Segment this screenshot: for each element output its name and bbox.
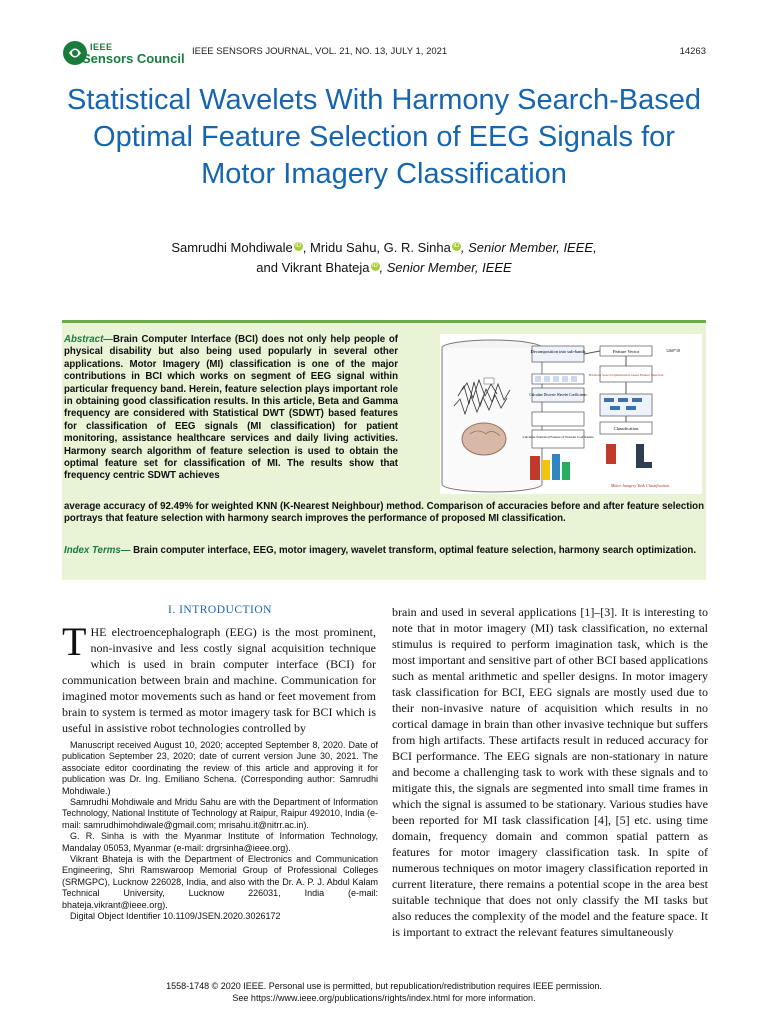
- orcid-icon[interactable]: iD: [453, 242, 460, 249]
- copyright-line-2[interactable]: See https://www.ieee.org/publications/rights/index.html for more information.: [232, 993, 536, 1003]
- orcid-icon[interactable]: iD: [372, 262, 378, 269]
- paper-title: Statistical Wavelets With Harmony Search-Based Optimal Feature Selection of EEG Signals for Motor Imagery Classification: [67, 84, 701, 190]
- footnote-doi: Digital Object Identifier 10.1109/JSEN.2020.3026172: [70, 911, 281, 922]
- footnote-affiliation-1: Samrudhi Mohdiwale and Mridu Sahu are with the Department of Information Technology, National Institute of Technology at Raipur, Raipur 492010, India (e-mail: samrudhimohdiwale@gmail.com; mrisahu.it@nitrr.ac.in).: [62, 797, 378, 830]
- author-list: [60, 238, 708, 278]
- hand-icon: [606, 444, 616, 464]
- body-column-1-text: HE electroencephalograph (EEG) is the most prominent, non-invasive and less costly signal acquisition technique which is used in brain computer interface (BCI) for communication between brain and machine. Communication for imagined motor movements such as hand or feet movement from brain to system is termed as motor imagery task for BCI which is useful in assistive robot technologies controlled by: [62, 625, 376, 735]
- page-number: 14263: [679, 46, 706, 57]
- abstract-lead: Abstract—: [64, 334, 113, 345]
- footnote-manuscript: Manuscript received August 10, 2020; accepted September 8, 2020. Date of publication September 23, 2020; date of current version June 30, 2021. The associate editor coordinating the review of this article and approving it for publication was Dr. Ing. Emiliano Schena. (Corresponding author: Samrudhi Mohdiwale.): [62, 740, 378, 796]
- footnotes: [62, 740, 378, 923]
- author-4: and Vikrant Bhateja: [256, 260, 370, 275]
- author-4-membership: , Senior Member, IEEE: [379, 260, 512, 275]
- body-column-2: brain and used in several applications [1]–[3]. It is interesting to note that in motor imagery (MI) task classification, no external stimulus is required to perform imagination task, which is the most important and sensitive part of other BCI based applications such as mental arithmetic and speller designs. In motor imagery task classification for BCI, EEG signals are mostly used due to their non-invasive nature of acquisition which results in no cortical damage in brain than other invasive technique but suffers from high artifacts. These artifacts result in reduced accuracy for BCI performance. The EEG signals are non-stationary in nature and become a challenging task to work with these signals and to mitigate this, the signals are segmented into small time frames in which the signal is assumed to be stationary. Various studies have been reported for MI task classification [4], [5] etc. using time domain, frequency domain and common spatial pattern as features for motor imagery classification task. In spite of numerous techniques on motor imagery classification reported in current literature, there remains a potential scope in the area best suitable technique that does not only classify the MI tasks but also reduces the complexity of the model and the feature space. It is important to extract the relevant features simultaneously: [392, 605, 708, 939]
- index-terms-text: Brain computer interface, EEG, motor imagery, wavelet transform, optimal feature selection, harmony search optimization.: [130, 545, 697, 556]
- author-3-membership: , Senior Member, IEEE,: [460, 240, 597, 255]
- author-2-3: , Mridu Sahu, G. R. Sinha: [302, 240, 451, 255]
- author-1: Samrudhi Mohdiwale: [171, 240, 293, 255]
- index-terms-lead: Index Terms—: [64, 545, 131, 556]
- section-heading: I. INTRODUCTION: [168, 604, 272, 616]
- brain-icon: [462, 423, 506, 455]
- fig-box-statistical: Calculate Statistical Feature of Wavelet Coefficients: [522, 435, 594, 439]
- orcid-icon[interactable]: iD: [295, 242, 302, 249]
- abstract-continued: average accuracy of 92.49% for weighted KNN (K-Nearest Neighbour) method. Comparison of accuracies before and after feature selection portrays that feature selection with harmony search improves the performance of proposed MI classification.: [64, 501, 704, 525]
- abstract-part1: Brain Computer Interface (BCI) does not only help people of physical disability but also being used popularly in several other applications. Motor Imagery (MI) classification is one of the major contributions in BCI which works on segment of EEG signal within particular frequency band. Herein, feature selection plays important role in obtaining good classification results. In this article, Beta and Gamma frequency are considered with Statistical DWT (SDWT) based features for classification of EEG signals (MI classification) for patient monitoring, assistance healthcare services and daily living activities. Harmony search algorithm of feature selection is used to obtain the optimal feature set for classification of MI. The results show that frequency centric SDWT achieves: [64, 334, 398, 482]
- copyright-line-1: 1558-1748 © 2020 IEEE. Personal use is permitted, but republication/redistribution requires IEEE permission.: [166, 981, 602, 991]
- footnote-affiliation-3: Vikrant Bhateja is with the Department of Electronics and Communication Engineering, Shri Ramswaroop Memorial Group of Professional Colleges (SRMGPC), Lucknow 226028, India, and also with the Dr. A. P. J. Abdul Kalam Technical University, Lucknow 226031, India (e-mail: bhateja.vikrant@ieee.org).: [62, 854, 378, 910]
- logo-ieee-text: IEEE: [90, 42, 113, 52]
- fig-caption: Motor Imagery Task Classification: [610, 483, 670, 488]
- fig-box-dwt: Calculate Discrete Wavelet Coefficients: [529, 393, 587, 397]
- fig-box-classification: Classification: [613, 426, 639, 431]
- journal-header: IEEE SENSORS JOURNAL, VOL. 21, NO. 13, JULY 1, 2021: [192, 46, 448, 57]
- fig-box-decomposition: Decomposition into sub-bands: [530, 349, 586, 354]
- drop-cap: T: [62, 619, 87, 664]
- footnote-affiliation-2: G. R. Sinha is with the Myanmar Institute of Information Technology, Mandalay 05053, Myanmar (e-mail: drgrsinha@ieee.org).: [62, 831, 378, 853]
- fig-box-feature-vector: Feature Vector: [612, 349, 640, 354]
- body-column-1: [62, 619, 376, 736]
- fig-box-harmony: Harmony Search Optimization based Feature Selection: [588, 373, 664, 377]
- graphical-abstract-figure: [440, 334, 702, 494]
- index-terms: [64, 545, 704, 557]
- abstract-text: [64, 334, 398, 483]
- logo-council-text: Sensors Council: [82, 51, 185, 66]
- copyright-notice: [60, 980, 708, 1004]
- fig-dimension: 1260*18: [666, 348, 680, 353]
